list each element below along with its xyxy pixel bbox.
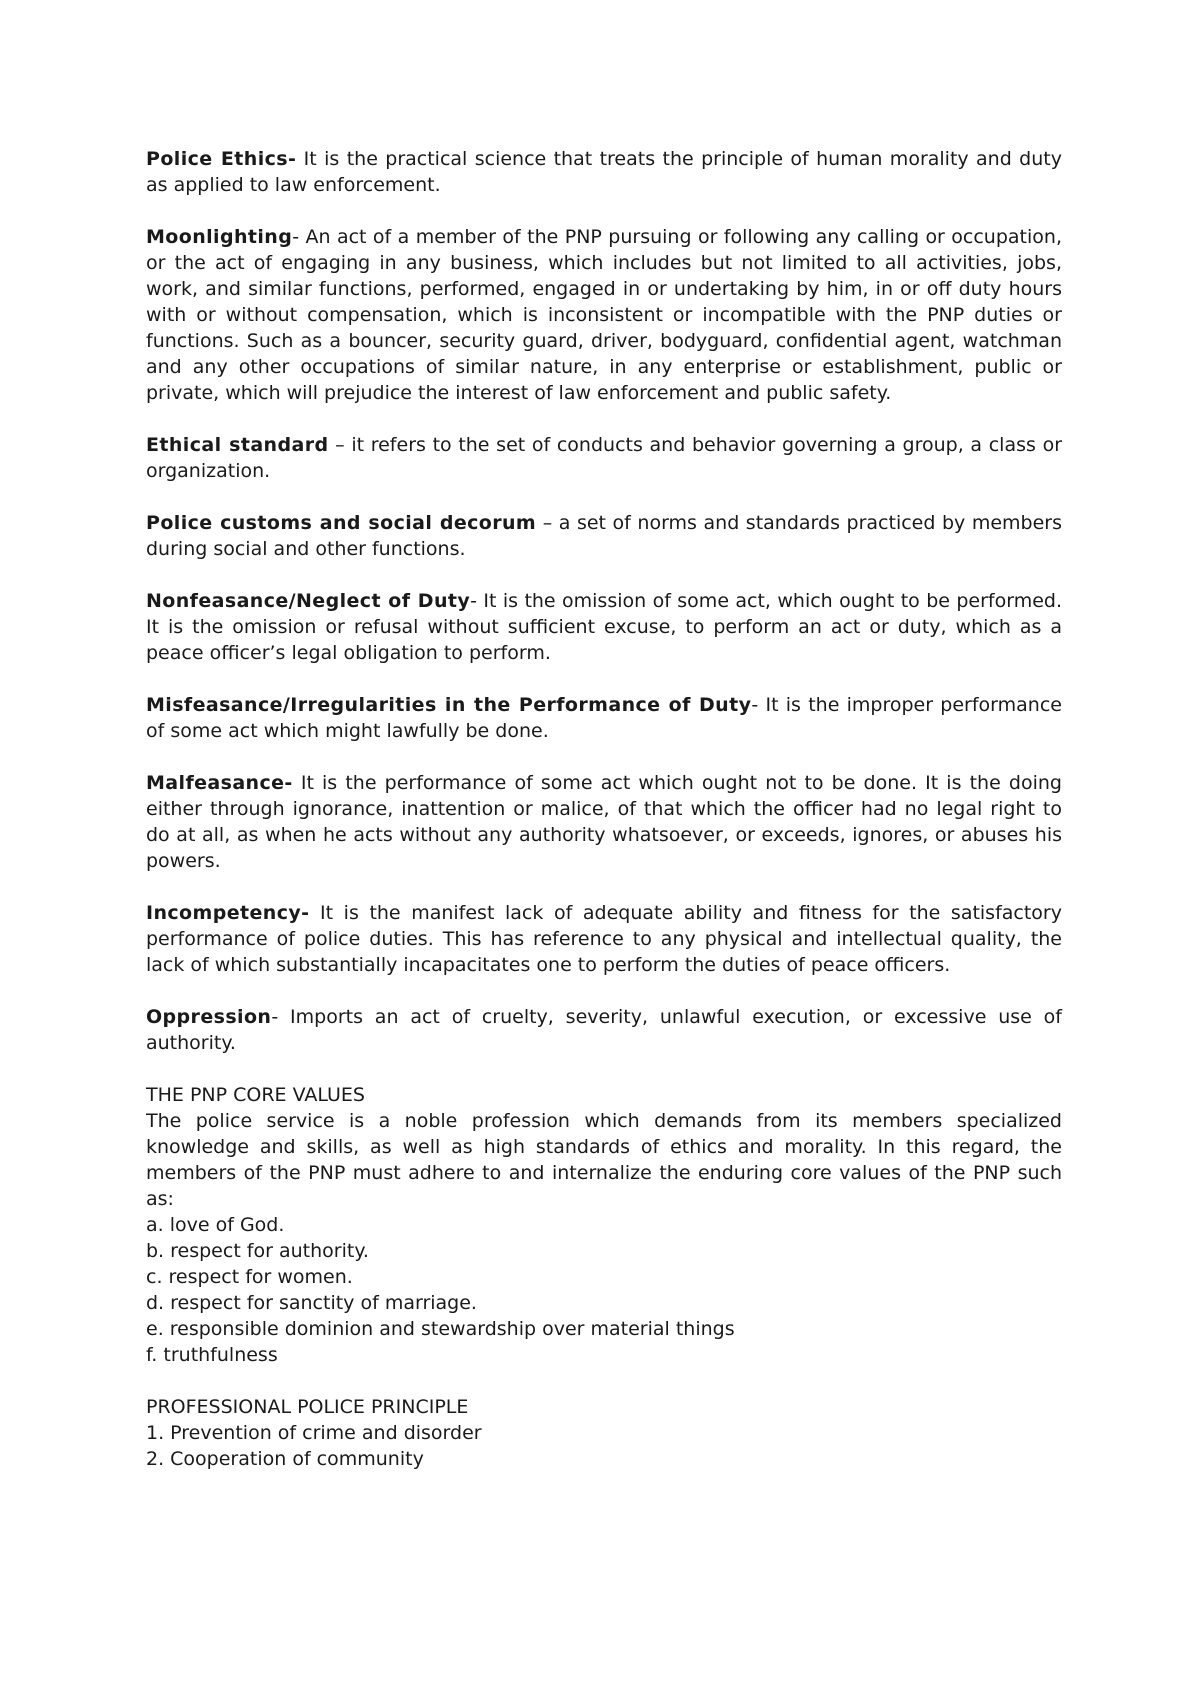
definition-nonfeasance (146, 588, 1062, 666)
list-item: b. respect for authority. (146, 1240, 369, 1262)
definition-term: Incompetency- (146, 902, 310, 924)
definition-ethical-standard (146, 432, 1062, 484)
principles-heading: PROFESSIONAL POLICE PRINCIPLE (146, 1396, 469, 1418)
definition-misfeasance (146, 692, 1062, 744)
definition-term: Oppression (146, 1006, 272, 1028)
definition-text: - An act of a member of the PNP pursuing or following any calling or occupation, or the act of engaging in any business, which includes but not limited to all activities, jobs, work, and similar functions, performed, engaged in or undertaking by him, in or off duty hours with or without compensation, which is inconsistent or incompatible with the PNP duties or functions. Such as a bouncer, security guard, driver, bodyguard, confidential agent, watchman and any other occupations of similar nature, in any enterprise or establishment, public or private, which will prejudice the interest of law enforcement and public safety. (146, 226, 1062, 404)
core-values-heading: THE PNP CORE VALUES (146, 1084, 365, 1106)
definition-oppression (146, 1004, 1062, 1056)
list-item: 2. Cooperation of community (146, 1448, 424, 1470)
list-item: d. respect for sanctity of marriage. (146, 1292, 477, 1314)
definition-term: Nonfeasance/Neglect of Duty (146, 590, 471, 612)
definition-text: It is the performance of some act which ought not to be done. It is the doing either through ignorance, inattention or malice, of that which the officer had no legal right to do at all, as when he acts without any authority whatsoever, or exceeds, ignores, or abuses his powers. (146, 772, 1062, 872)
list-item: f. truthfulness (146, 1344, 278, 1366)
list-item: a. love of God. (146, 1214, 285, 1236)
definition-moonlighting (146, 224, 1062, 406)
definition-term: Misfeasance/Irregularities in the Performance of Duty (146, 694, 752, 716)
definition-text: – a set of norms and standards practiced by members during social and other functions. (146, 512, 1063, 560)
definition-term: Moonlighting (146, 226, 293, 248)
definition-term: Malfeasance- (146, 772, 293, 794)
definition-police-customs (146, 510, 1062, 562)
list-item: c. respect for women. (146, 1266, 353, 1288)
definition-incompetency (146, 900, 1062, 978)
definition-text: - It is the omission of some act, which ought to be performed. It is the omission or refusal without sufficient excuse, to perform an act or duty, which as a peace officer’s legal obligation to perform. (146, 590, 1062, 664)
document-page (146, 146, 1062, 1498)
definition-police-ethics (146, 146, 1062, 198)
definition-text: - It is the improper performance of some act which might lawfully be done. (146, 694, 1062, 742)
core-values-intro: The police service is a noble profession which demands from its members specialized knowledge and skills, as well as high standards of ethics and morality. In this regard, the members of the PNP must adhere to and internalize the enduring core values of the PNP such as: (146, 1110, 1062, 1210)
definition-term: Ethical standard (146, 434, 329, 456)
definition-text: It is the manifest lack of adequate ability and fitness for the satisfactory performance of police duties. This has reference to any physical and intellectual quality, the lack of which substantially incapacitates one to perform the duties of peace officers. (146, 902, 1062, 976)
definition-text: - Imports an act of cruelty, severity, unlawful execution, or excessive use of authority. (146, 1006, 1062, 1054)
definition-text: – it refers to the set of conducts and behavior governing a group, a class or organization. (146, 434, 1063, 482)
core-values-section (146, 1082, 1062, 1368)
principles-section (146, 1394, 1062, 1472)
list-item: 1. Prevention of crime and disorder (146, 1422, 482, 1444)
definition-text: It is the practical science that treats the principle of human morality and duty as applied to law enforcement. (146, 148, 1062, 196)
definition-term: Police Ethics- (146, 148, 297, 170)
definition-malfeasance (146, 770, 1062, 874)
list-item: e. responsible dominion and stewardship over material things (146, 1318, 735, 1340)
definition-term: Police customs and social decorum (146, 512, 537, 534)
